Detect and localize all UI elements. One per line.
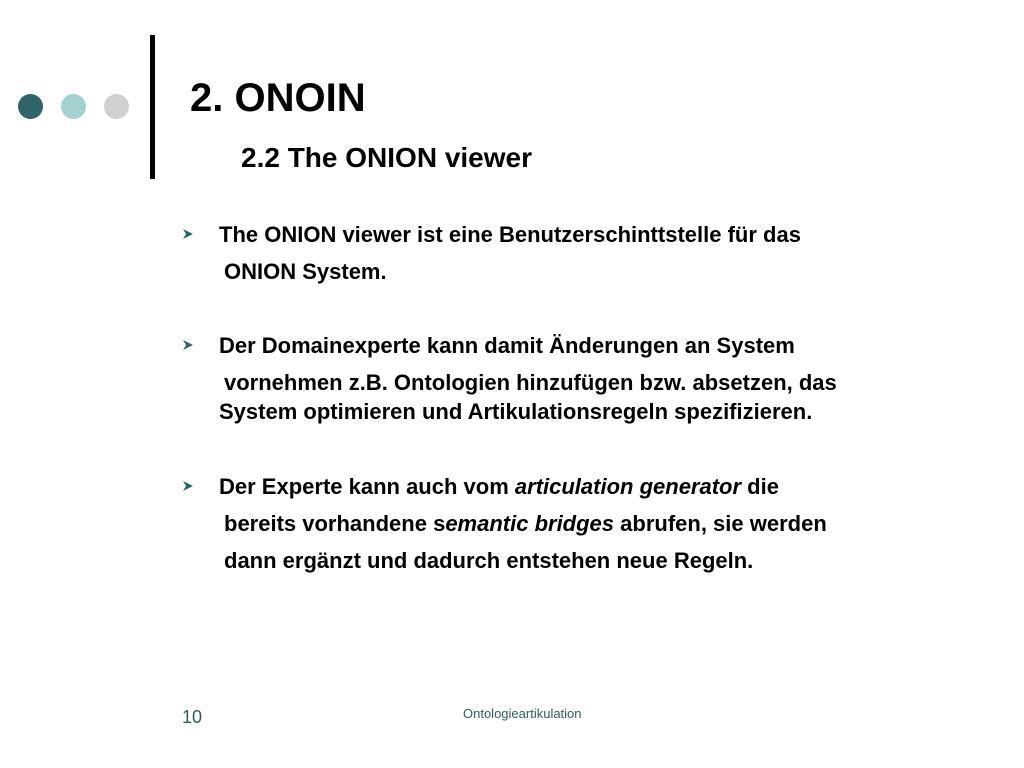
slide-subtitle: 2.2 The ONION viewer	[241, 142, 532, 173]
slide-title: 2. ONOIN	[190, 76, 366, 120]
bullet-text-line: dann ergänzt und dadurch entstehen neue Regeln.	[224, 548, 754, 573]
bullet-text-line: Der Domainexperte kann damit Änderungen an System	[219, 333, 795, 358]
decoration-dot-light	[61, 94, 86, 119]
bullet-text-line: System optimieren und Artikulationsregeln spezifizieren.	[219, 399, 813, 424]
arrowhead-bullet-icon	[182, 228, 194, 240]
bullet-text-line: Der Experte kann auch vom articulation generator die	[219, 474, 779, 499]
arrowhead-bullet-icon	[182, 480, 194, 492]
decoration-dot-dark	[18, 94, 43, 119]
bullet-text-line: vornehmen z.B. Ontologien hinzufügen bzw. absetzen, das	[224, 370, 837, 395]
bullet-text-line: The ONION viewer ist eine Benutzerschinttstelle für das	[219, 222, 801, 247]
arrowhead-bullet-icon	[182, 339, 194, 351]
italic-term: articulation generator	[514, 474, 742, 499]
italic-term: emantic bridges	[445, 511, 615, 536]
bullet-text-line: bereits vorhandene semantic bridges abrufen, sie werden	[224, 511, 827, 536]
footer-text: Ontologieartikulation	[463, 706, 582, 721]
bullet-text-line: ONION System.	[224, 259, 387, 284]
title-divider	[150, 35, 155, 179]
page-number: 10	[182, 707, 203, 727]
decoration-dot-grey	[104, 94, 129, 119]
